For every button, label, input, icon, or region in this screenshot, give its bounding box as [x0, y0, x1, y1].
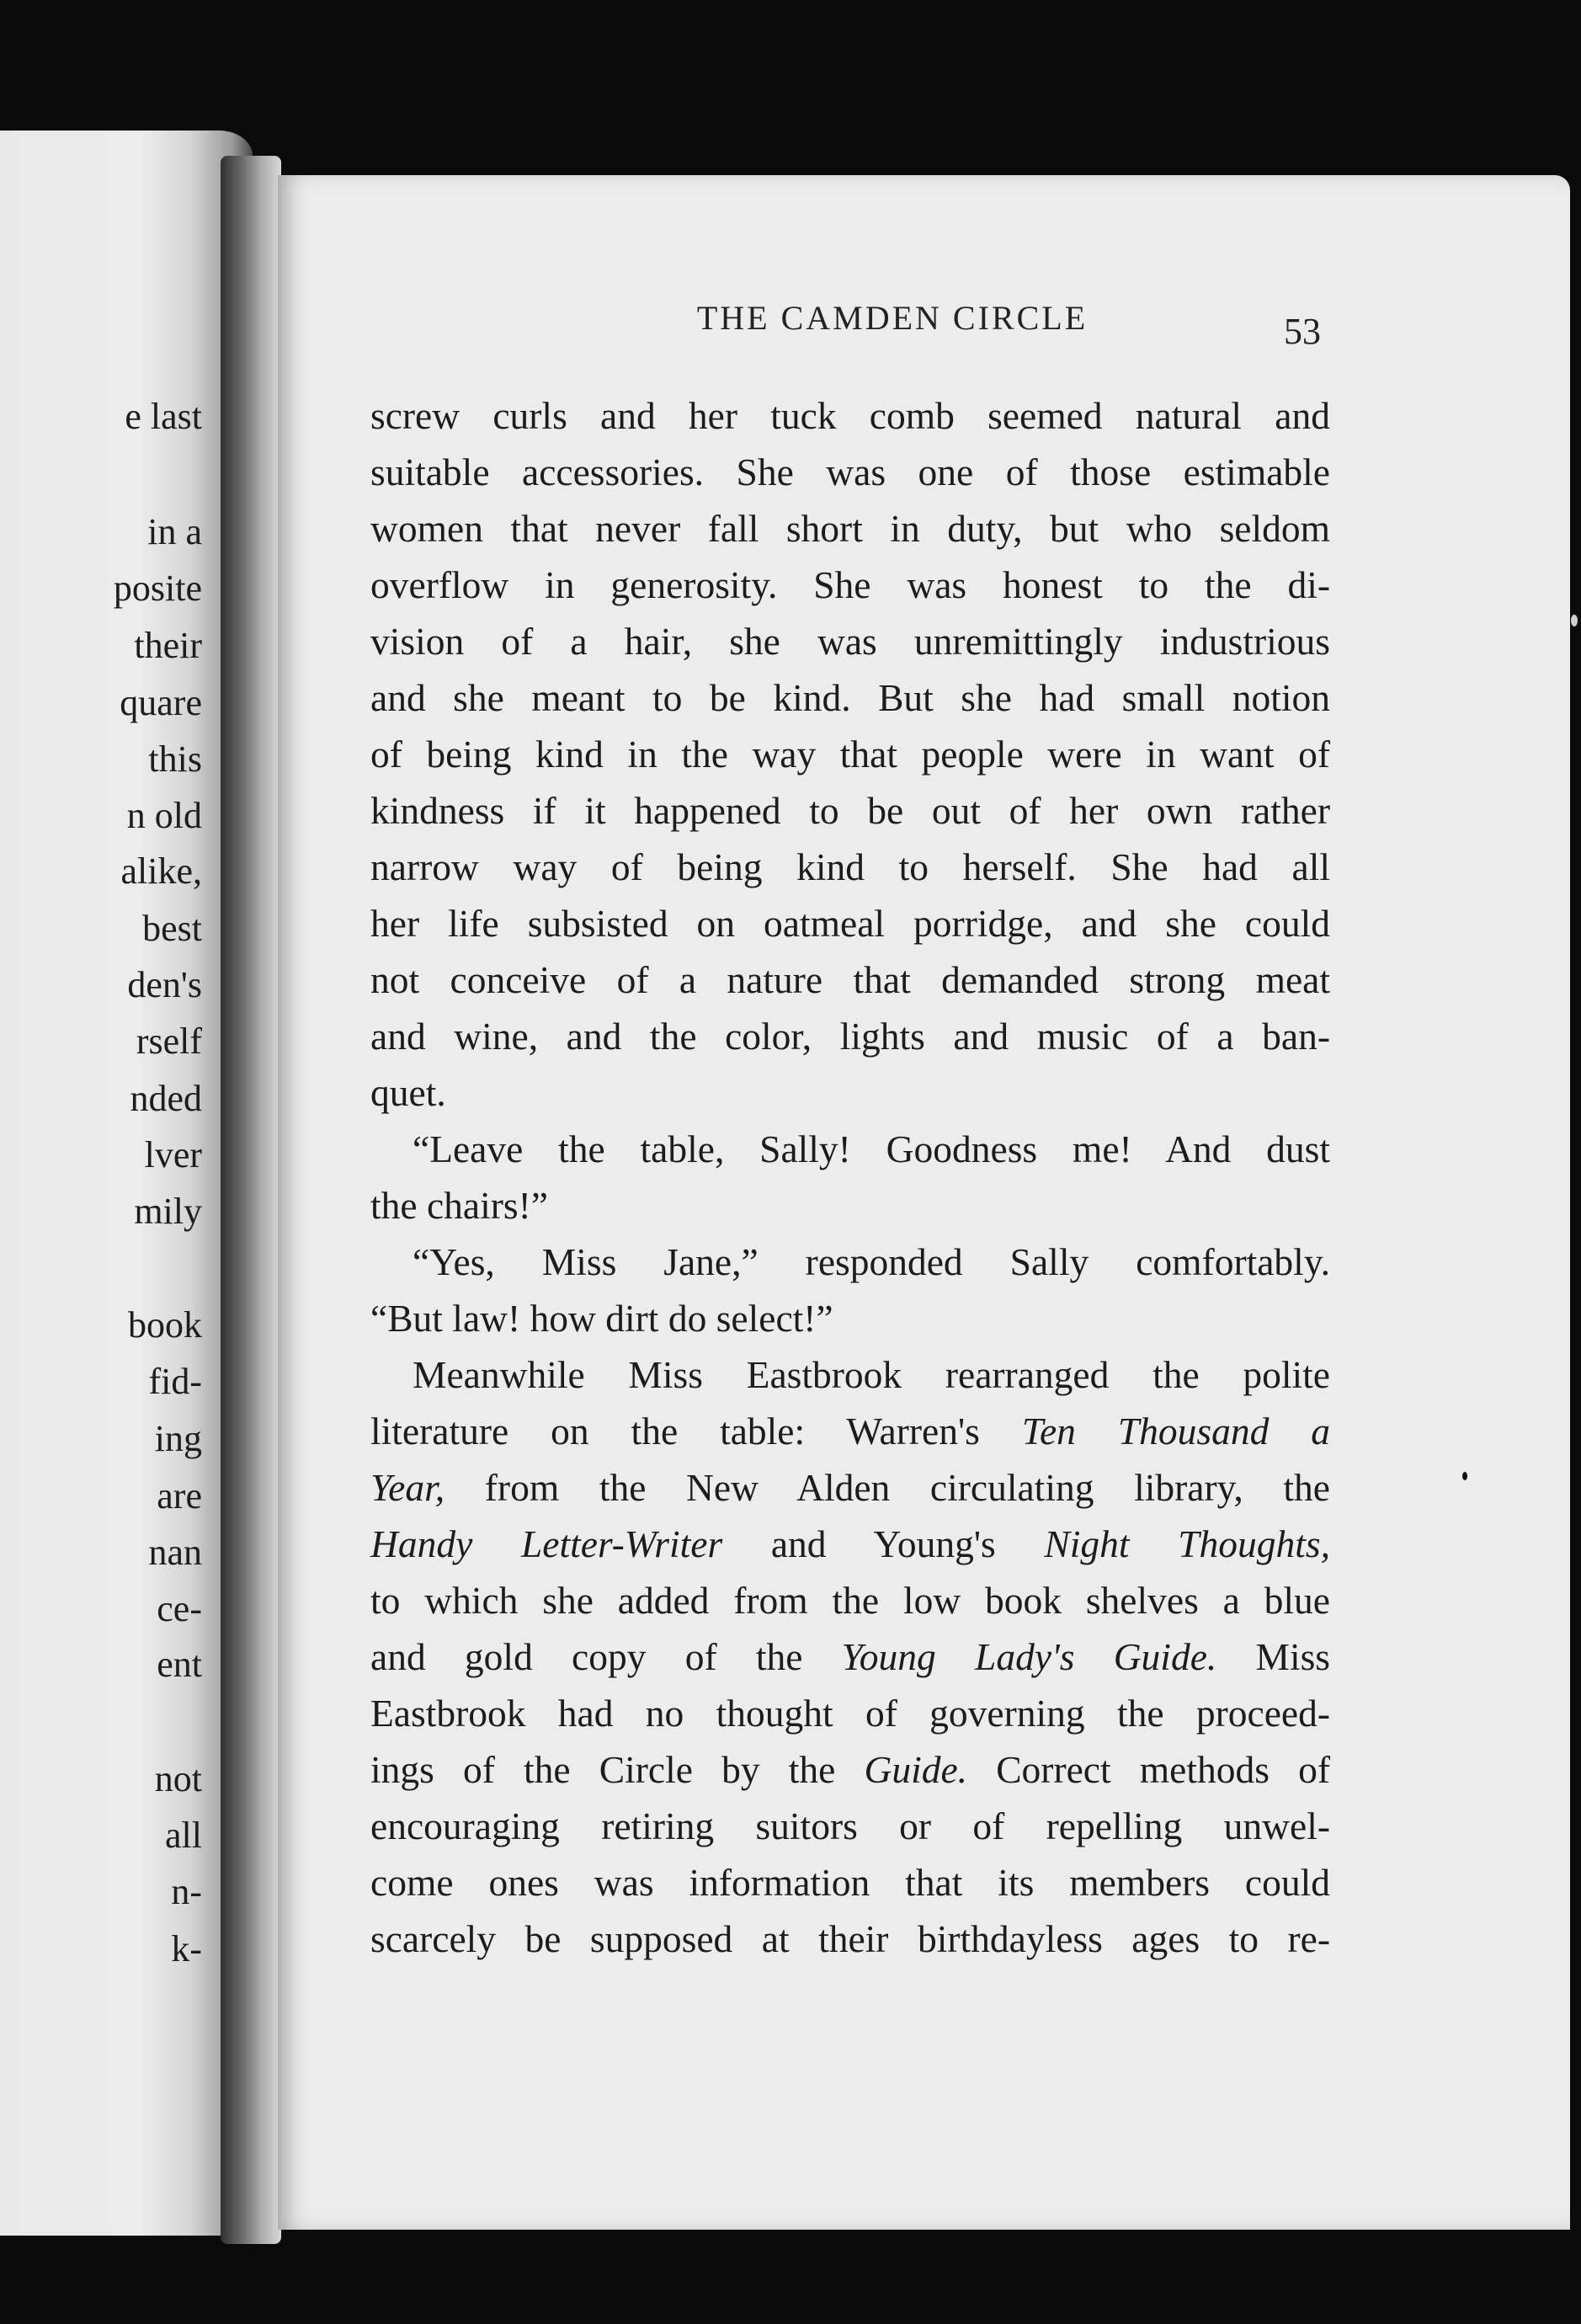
scan-speck	[1571, 615, 1578, 626]
text-line: Eastbrook had no thought of governing the proceed-	[370, 1692, 1330, 1735]
fragment-line: den's	[127, 964, 202, 1005]
book-title: Guide.	[864, 1748, 968, 1791]
text-line: to which she added from the low book shelves a blue	[370, 1579, 1330, 1622]
text-line: and she meant to be kind. But she had small notion	[370, 676, 1330, 719]
text-line	[370, 1516, 1330, 1572]
fragment-line: posite	[113, 568, 202, 609]
text-line: “But law! how dirt do select!”	[370, 1297, 833, 1340]
fragment-line: not	[154, 1758, 202, 1799]
fragment-line: quare	[120, 682, 202, 723]
fragment-line: are	[157, 1475, 202, 1516]
fragment-line: mily	[134, 1191, 202, 1232]
text-line: not conceive of a nature that demanded strong meat	[370, 958, 1330, 1001]
fragment-line: ent	[157, 1644, 202, 1685]
fragment-line: nan	[148, 1532, 202, 1573]
text-line: her life subsisted on oatmeal porridge, and she could	[370, 902, 1330, 945]
scan-speck	[1462, 1472, 1467, 1480]
text-line: scarcely be supposed at their birthdayless ages to re-	[370, 1917, 1330, 1960]
fragment-line: book	[128, 1304, 202, 1346]
text-line: kindness if it happened to be out of her own rather	[370, 789, 1330, 832]
text-run: and gold copy of the	[370, 1635, 803, 1678]
text-line: Meanwhile Miss Eastbrook rearranged the polite	[413, 1353, 1330, 1396]
current-page	[278, 175, 1570, 2230]
fragment-line: their	[134, 625, 202, 666]
text-line: “Yes, Miss Jane,” responded Sally comfortably.	[413, 1240, 1330, 1283]
text-line: women that never fall short in duty, but who seldom	[370, 507, 1330, 550]
text-line: screw curls and her tuck comb seemed natural and	[370, 394, 1330, 437]
running-head: THE CAMDEN CIRCLE	[696, 299, 1089, 337]
page-number: 53	[1284, 311, 1321, 352]
text-line: “Leave the table, Sally! Goodness me! And dust	[413, 1127, 1330, 1170]
book-title: Year,	[370, 1466, 445, 1509]
text-run: and Young's	[770, 1522, 996, 1565]
fragment-line: fid-	[148, 1361, 202, 1402]
book-title: Handy Letter-Writer	[370, 1522, 723, 1565]
fragment-line: in a	[147, 511, 202, 552]
fragment-line: n-	[171, 1871, 202, 1912]
fragment-line: alike,	[120, 850, 202, 892]
text-line: come ones was information that its members could	[370, 1861, 1330, 1904]
fragment-line: e last	[125, 396, 202, 437]
body-text	[370, 387, 1330, 1967]
text-line: vision of a hair, she was unremittingly industrious	[370, 620, 1330, 663]
text-run: Miss	[1255, 1635, 1331, 1678]
text-line	[370, 1628, 1330, 1685]
text-line: quet.	[370, 1071, 446, 1114]
text-line: overflow in generosity. She was honest to the di-	[370, 563, 1330, 606]
fragment-line: ce-	[157, 1588, 202, 1629]
text-run: literature on the table: Warren's	[370, 1410, 980, 1452]
text-line	[370, 1459, 1330, 1516]
text-line: the chairs!”	[370, 1184, 548, 1227]
fragment-line: n old	[126, 795, 202, 836]
text-run: Correct methods of	[996, 1748, 1331, 1791]
text-line: narrow way of being kind to herself. She had all	[370, 845, 1330, 888]
text-line: and wine, and the color, lights and music of a ban-	[370, 1015, 1330, 1058]
fragment-line: k-	[171, 1928, 202, 1970]
book-gutter-shadow	[221, 156, 281, 2244]
fragment-line: ing	[154, 1418, 202, 1459]
text-line	[370, 1403, 1330, 1459]
text-run: from the New Alden circulating library, the	[484, 1466, 1330, 1509]
previous-page	[0, 131, 253, 2236]
fragment-line: rself	[136, 1021, 202, 1062]
fragment-line: best	[142, 908, 202, 949]
book-title: Night Thoughts,	[1044, 1522, 1330, 1565]
text-line: of being kind in the way that people were in want of	[370, 733, 1330, 776]
text-line: encouraging retiring suitors or of repelling unwel-	[370, 1804, 1330, 1847]
text-line: suitable accessories. She was one of those estimable	[370, 450, 1330, 493]
book-title: Young Lady's Guide.	[841, 1635, 1217, 1678]
fragment-line: lver	[144, 1134, 202, 1175]
text-line	[370, 1741, 1330, 1798]
fragment-line: this	[148, 738, 202, 780]
fragment-line: nded	[130, 1078, 202, 1119]
text-run: ings of the Circle by the	[370, 1748, 836, 1791]
book-title: Ten Thousand a	[1021, 1410, 1331, 1452]
fragment-line: all	[165, 1815, 202, 1856]
